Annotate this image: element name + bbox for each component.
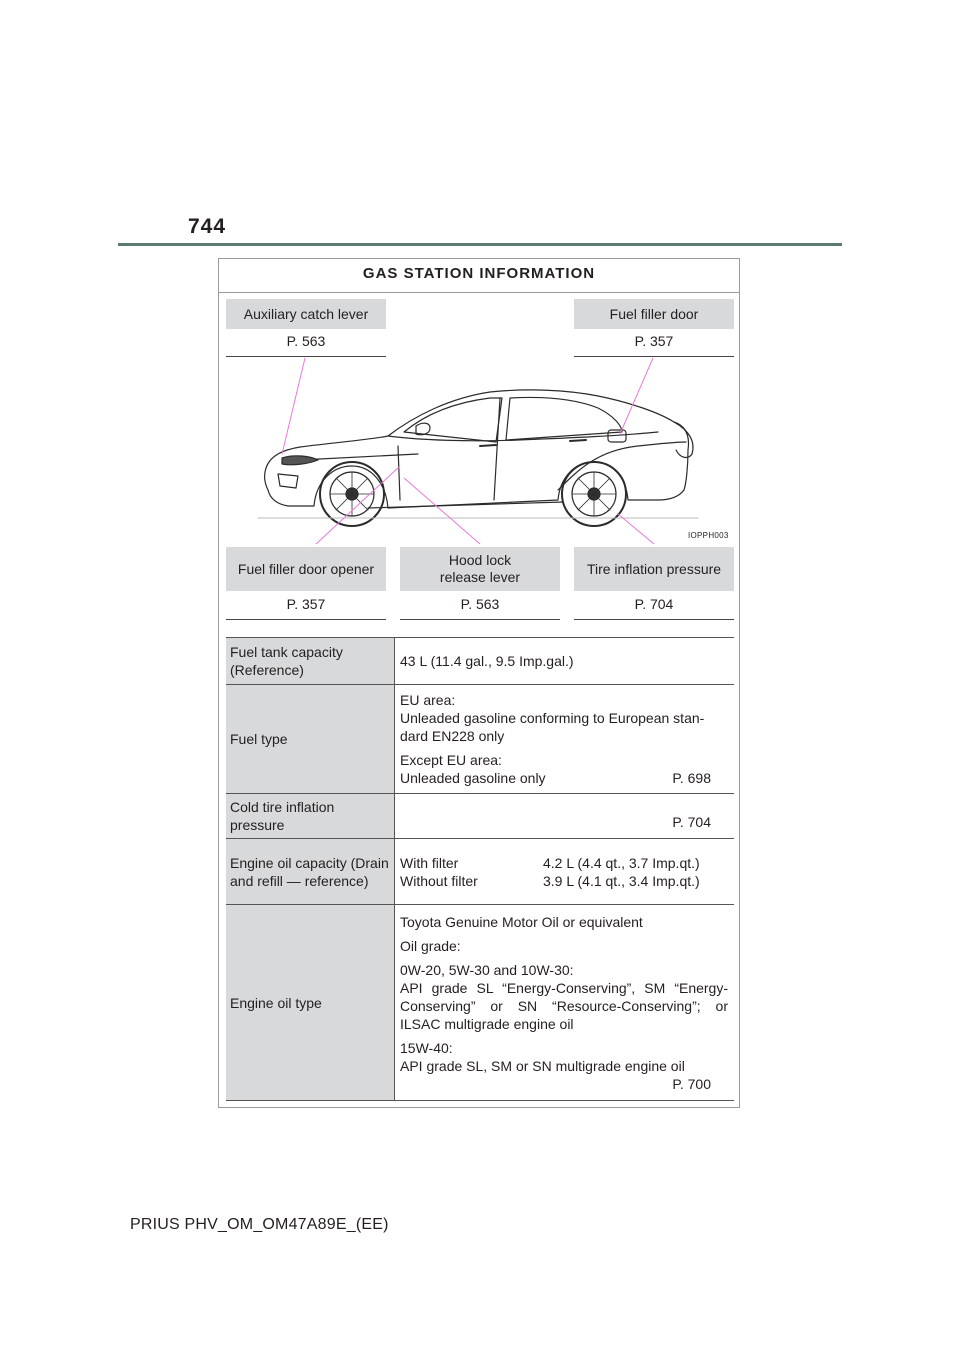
oil-type-ref: P. 700: [672, 1075, 711, 1092]
fuel-type-value: [395, 685, 735, 794]
section-title: GAS STATION INFORMATION: [219, 259, 739, 293]
table-row: [226, 794, 734, 839]
fuel-type-eu-text: Unleaded gasoline conforming to European stan-dard EN228 only: [400, 710, 705, 744]
header-rule: [118, 243, 842, 246]
fuel-type-ref: P. 698: [672, 770, 711, 786]
car-illustration: [218, 350, 740, 550]
spec-table: [226, 637, 734, 1101]
table-row: [226, 839, 734, 905]
without-filter-label: Without filter: [400, 872, 478, 889]
table-row: [226, 638, 734, 685]
callout-hood-lock-release-lever-page: P. 563: [400, 596, 560, 620]
car-window-line: [404, 398, 502, 442]
page-number: 744: [188, 215, 227, 238]
car-rear-window: [506, 397, 622, 440]
callout-auxiliary-catch-lever: Auxiliary catch lever: [226, 299, 386, 329]
callout-tire-inflation-pressure-page: P. 704: [574, 596, 734, 620]
callout-hood-lock-release-lever: Hood lock release lever: [400, 547, 560, 591]
tire-pressure-ref: P. 704: [672, 814, 711, 830]
table-row: [226, 685, 734, 794]
table-row: [226, 905, 734, 1101]
callout-fuel-filler-door-opener: Fuel filler door opener: [226, 547, 386, 591]
oil-type-label: Engine oil type: [226, 905, 395, 1101]
oil-capacity-label: Engine oil capacity (Drain and refill — reference): [226, 839, 395, 905]
callout-fuel-filler-door: Fuel filler door: [574, 299, 734, 329]
leader-hood-lock-release-lever: [404, 478, 480, 544]
fuel-type-other-text: Unleaded gasoline only: [400, 770, 546, 786]
footer-doc-code: PRIUS PHV_OM_OM47A89E_(EE): [130, 1216, 389, 1233]
fuel-type-other-heading: Except EU area:: [400, 752, 502, 768]
with-filter-label: With filter: [400, 854, 459, 871]
oil-type-line1: Toyota Genuine Motor Oil or equivalent: [400, 913, 643, 930]
car-rear-wheel: [562, 462, 626, 526]
fuel-type-label: Fuel type: [226, 685, 395, 794]
callout-fuel-filler-door-page: P. 357: [574, 333, 734, 357]
oil-grade2-text: API grade SL, SM or SN multigrade engine oil: [400, 1057, 685, 1074]
image-code: IOPPH003: [688, 531, 729, 540]
oil-grade1-heading: 0W-20, 5W-30 and 10W-30:: [400, 961, 574, 978]
leader-fuel-filler-door: [620, 358, 653, 434]
callout-fuel-filler-door-opener-page: P. 357: [226, 596, 386, 620]
callout-tire-inflation-pressure: Tire inflation pressure: [574, 547, 734, 591]
leader-auxiliary-catch-lever: [282, 358, 305, 454]
tire-pressure-label: Cold tire inflation pressure: [226, 794, 395, 839]
oil-grade2-heading: 15W-40:: [400, 1039, 453, 1056]
oil-capacity-value: [395, 839, 735, 905]
oil-grade1-text: API grade SL “Energy-Conserving”, SM “Energy-Conserving” or SN “Resource-Conserving”; or ILSAC multigrade engine oil: [400, 979, 728, 1032]
callout-auxiliary-catch-lever-page: P. 563: [226, 333, 386, 357]
oil-type-line2: Oil grade:: [400, 937, 461, 954]
fuel-type-eu-heading: EU area:: [400, 692, 456, 708]
fuel-tank-capacity-value: 43 L (11.4 gal., 9.5 Imp.gal.): [400, 653, 574, 669]
car-headlight: [282, 456, 318, 465]
without-filter-value: 3.9 L (4.1 qt., 3.4 Imp.qt.): [543, 872, 700, 889]
with-filter-value: 4.2 L (4.4 qt., 3.7 Imp.qt.): [543, 854, 700, 871]
oil-type-value: [395, 905, 735, 1101]
fuel-tank-capacity-label: Fuel tank capacity (Reference): [226, 638, 395, 685]
car-front-wheel: [320, 462, 384, 526]
